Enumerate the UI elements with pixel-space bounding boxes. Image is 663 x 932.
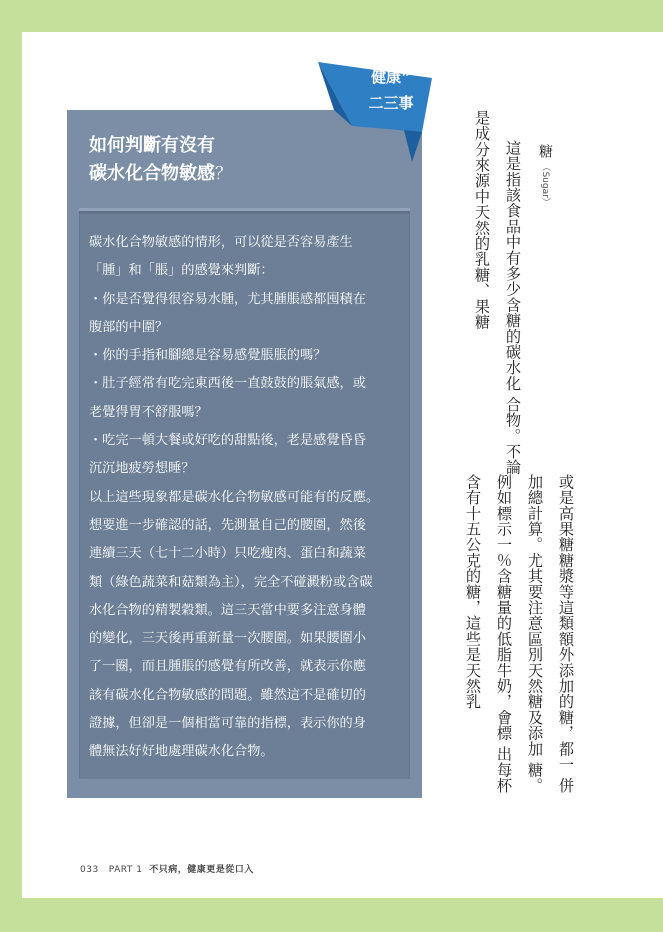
info-box-line: 體無法好好地處理碳水化合物。: [89, 744, 274, 760]
info-box-line: 「腫」和「脹」的感覺來判斷：: [89, 263, 274, 279]
page-number: 033: [80, 865, 99, 875]
page-footer: [80, 862, 254, 875]
banner-line2: 二三事: [368, 94, 414, 112]
info-box-body: [79, 208, 410, 779]
info-box-line: 類（綠色蔬菜和菇類為主），完全不碰澱粉或含碳: [89, 574, 373, 590]
info-box-line: 碳水化合物敏感的情形，可以從是否容易產生: [89, 235, 353, 250]
vertical-line: 糖。例如標示一％含糖量的低脂牛奶，會標: [495, 474, 544, 794]
info-box-line: 老覺得胃不舒服嗎？: [89, 404, 208, 420]
vertical-line: 併加總計算。尤其要注意區別天然糖及添加: [526, 474, 575, 794]
term-word: 糖: [537, 144, 553, 158]
chapter-title: 不只病，健康更是從口入: [149, 865, 254, 875]
info-box-line: 腹部的中圍？: [89, 319, 169, 335]
part-label: PART 1: [108, 865, 143, 875]
info-box-line: ・你的手指和腳總是容易感覺脹脹的嗎？: [89, 348, 327, 364]
info-box-line: 沉沉地疲勞想睡？: [89, 461, 195, 477]
info-box-line: 了一圈，而且腫脹的感覺有所改善，就表示你應: [89, 659, 366, 675]
vertical-line: 或是高果糖糖漿等這類額外添加的糖，都一: [557, 474, 575, 773]
term-heading: [535, 144, 555, 207]
book-page: [22, 32, 663, 898]
info-box-title-mark: ？: [215, 164, 232, 184]
vertical-text-bottom: [457, 474, 581, 804]
info-box-line: 連續三天（七十二小時）只吃瘦肉、蛋白和蔬菜: [89, 546, 366, 562]
info-box-line: 的變化，三天後再重新量一次腰圍。如果腰圍小: [89, 631, 366, 647]
info-box-line: 證據，但卻是一個相當可靠的指標，表示你的身: [89, 716, 366, 732]
vertical-line: 出每杯含有十五公克的糖，這些是天然乳: [464, 474, 513, 794]
info-box-line: ・肚子經常有吃完東西後一直鼓鼓的脹氣感，或: [89, 376, 366, 392]
vertical-line: 這是指該食品中有多少含糖的碳水化: [504, 140, 522, 392]
info-box-text: [89, 229, 405, 767]
vertical-line: 合物。不論是成分來源中天然的乳糖、果糖: [473, 110, 522, 476]
info-box: [67, 110, 422, 798]
info-box-line: 以上這些現象都是碳水化合物敏感可能有的反應。: [89, 489, 380, 505]
banner-line1: 健康”: [371, 68, 411, 86]
info-box-title-line1: 如何判斷有沒有: [89, 135, 215, 156]
info-box-line: 水化合物的精製穀類。這三天當中要多注意身體: [89, 602, 366, 618]
info-box-line: ・吃完一頓大餐或好吃的甜點後，老是感覺昏昏: [89, 433, 366, 449]
vertical-text-top: [466, 110, 528, 480]
info-box-line: 該有碳水化合物敏感的問題。雖然這不是確切的: [89, 687, 366, 703]
info-box-title-line2: 碳水化合物敏感: [89, 163, 215, 184]
info-box-line: 想要進一步確認的話，先測量自己的腰圍，然後: [89, 517, 366, 533]
term-english: （Sugar）: [540, 162, 550, 207]
banner: [312, 60, 447, 170]
info-box-line: ・你是否覺得很容易水腫，尤其腫脹感都囤積在: [89, 291, 366, 307]
